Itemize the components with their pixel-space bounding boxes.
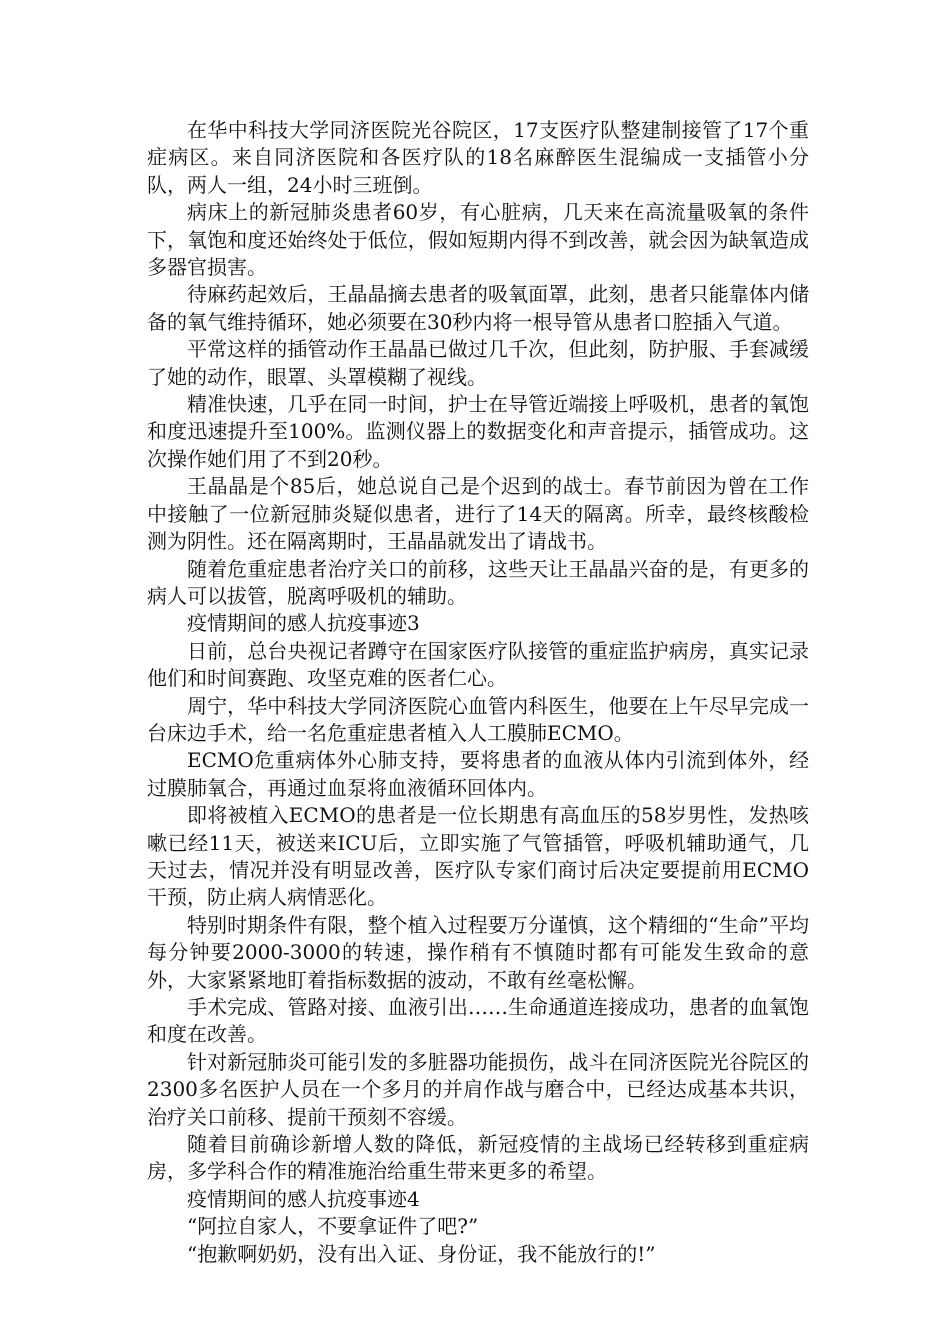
paragraph-3: 待麻药起效后，王晶晶摘去患者的吸氧面罩，此刻，患者只能靠体内储备的氧气维持循环，她必须要在30秒内将一根导管从患者口腔插入气道。 [147, 282, 809, 334]
paragraph-5: 精准快速，几乎在同一时间，护士在导管近端接上呼吸机，患者的氧饱和度迅速提升至100%。监测仪器上的数据变化和声音提示，插管成功。这次操作她们用了不到20秒。 [147, 392, 809, 471]
paragraph-1: 在华中科技大学同济医院光谷院区，17支医疗队整建制接管了17个重症病区。来自同济医院和各医疗队的18名麻醉医生混编成一支插管小分队，两人一组，24小时三班倒。 [147, 118, 809, 197]
document-page [147, 117, 809, 1268]
paragraph-13: 手术完成、管路对接、血液引出……生命通道连接成功，患者的血氧饱和度在改善。 [147, 995, 809, 1047]
paragraph-16: “阿拉自家人，不要拿证件了吧?” [187, 1214, 479, 1239]
paragraph-4: 平常这样的插管动作王晶晶已做过几千次，但此刻，防护服、手套减缓了她的动作，眼罩、头罩模糊了视线。 [147, 337, 809, 389]
paragraph-11: 即将被植入ECMO的患者是一位长期患有高血压的58岁男性，发热咳嗽已经11天，被送来ICU后，立即实施了气管插管，呼吸机辅助通气，几天过去，情况并没有明显改善，医疗队专家们商讨后决定要提前用ECMO干预，防止病人病情恶化。 [147, 803, 809, 910]
paragraph-8: 日前，总台央视记者蹲守在国家医疗队接管的重症监护病房，真实记录他们和时间赛跑、攻坚克难的医者仁心。 [147, 638, 809, 691]
paragraph-14: 针对新冠肺炎可能引发的多脏器功能损伤，战斗在同济医院光谷院区的2300多名医护人员在一个多月的并肩作战与磨合中，已经达成基本共识，治疗关口前移、提前干预刻不容缓。 [147, 1049, 809, 1129]
paragraph-6: 王晶晶是个85后，她总说自己是个迟到的战士。春节前因为曾在工作中接触了一位新冠肺炎疑似患者，进行了14天的隔离。所幸，最终核酸检测为阴性。还在隔离期时，王晶晶就发出了请战书。 [147, 474, 809, 554]
section-heading-4: 疫情期间的感人抗疫事迹4 [187, 1186, 420, 1211]
paragraph-7: 随着危重症患者治疗关口的前移，这些天让王晶晶兴奋的是，有更多的病人可以拔管，脱离呼吸机的辅助。 [147, 556, 809, 608]
paragraph-12: 特别时期条件有限，整个植入过程要万分谨慎，这个精细的“生命”平均每分钟要2000-3000的转速，操作稍有不慎随时都有可能发生致命的意外，大家紧紧地盯着指标数据的波动，不敢有丝毫松懈。 [147, 912, 809, 992]
paragraph-15: 随着目前确诊新增人数的降低，新冠疫情的主战场已经转移到重症病房，多学科合作的精准施治给重生带来更多的希望。 [147, 1132, 809, 1184]
section-heading-3: 疫情期间的感人抗疫事迹3 [187, 611, 420, 636]
paragraph-10: ECMO危重病体外心肺支持，要将患者的血液从体内引流到体外，经过膜肺氧合，再通过血泵将血液循环回体内。 [147, 748, 809, 800]
paragraph-9: 周宁，华中科技大学同济医院心血管内科医生，他要在上午尽早完成一台床边手术，给一名危重症患者植入人工膜肺ECMO。 [147, 693, 809, 745]
paragraph-17: “抱歉啊奶奶，没有出入证、身份证，我不能放行的!” [187, 1241, 656, 1266]
paragraph-2: 病床上的新冠肺炎患者60岁，有心脏病，几天来在高流量吸氧的条件下，氧饱和度还始终处于低位，假如短期内得不到改善，就会因为缺氧造成多器官损害。 [147, 200, 809, 280]
